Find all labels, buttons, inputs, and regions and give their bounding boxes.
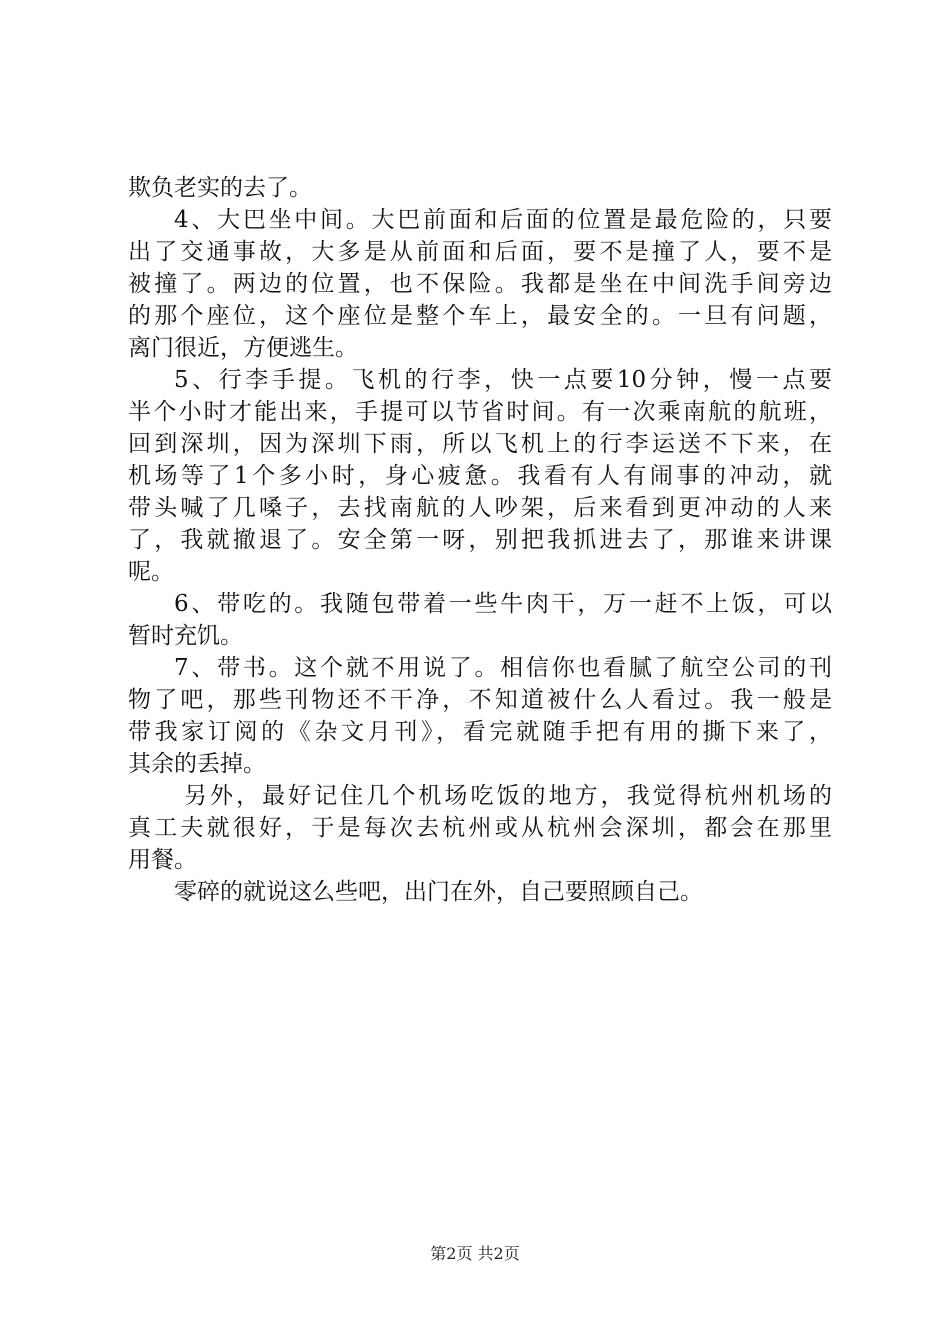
- text-line: 用餐。: [128, 847, 197, 873]
- text-line: 零碎的就说这么些吧，出门在外，自己要照顾自己。: [174, 879, 703, 905]
- text-line: 6、带吃的。我随包带着一些牛肉干，万一赶不上饭，可以: [174, 591, 832, 617]
- text-line: 带头喊了几嗓子，去找南航的人吵架，后来看到更冲动的人来: [128, 495, 832, 521]
- text-line: 暂时充饥。: [128, 623, 243, 649]
- text-line: 真工夫就很好，于是每次去杭州或从杭州会深圳，都会在那里: [128, 815, 832, 841]
- text-line: 呢。: [128, 559, 174, 585]
- text-line: 被撞了。两边的位置，也不保险。我都是坐在中间洗手间旁边: [128, 271, 832, 297]
- text-line: 4、大巴坐中间。大巴前面和后面的位置是最危险的，只要: [174, 207, 832, 233]
- text-line: 半个小时才能出来，手提可以节省时间。有一次乘南航的航班，: [128, 399, 832, 425]
- text-line: 另外，最好记住几个机场吃饭的地方，我觉得杭州机场的: [184, 783, 832, 809]
- text-line: 带我家订阅的《杂文月刊》，看完就随手把有用的撕下来了，: [128, 719, 832, 745]
- text-line: 欺负老实的去了。: [128, 175, 312, 201]
- text-line: 了，我就撤退了。安全第一呀，别把我抓进去了，那谁来讲课: [128, 527, 832, 553]
- text-line: 机场等了1个多小时，身心疲惫。我看有人有闹事的冲动，就: [128, 463, 832, 489]
- text-line: 出了交通事故，大多是从前面和后面，要不是撞了人，要不是: [128, 239, 832, 265]
- text-line: 7、带书。这个就不用说了。相信你也看腻了航空公司的刊: [174, 655, 832, 681]
- text-line: 回到深圳，因为深圳下雨，所以飞机上的行李运送不下来，在: [128, 431, 832, 457]
- page-footer: [0, 1244, 950, 1264]
- text-line: 物了吧，那些刊物还不干净，不知道被什么人看过。我一般是: [128, 687, 832, 713]
- text-line: 离门很近，方便逃生。: [128, 335, 358, 361]
- page-number-label: 第2页 共2页: [430, 1244, 520, 1263]
- text-line: 的那个座位，这个座位是整个车上，最安全的。一旦有问题，: [128, 303, 832, 329]
- text-line: 其余的丢掉。: [128, 751, 266, 777]
- document-body: [128, 172, 832, 908]
- text-line: 5、行李手提。飞机的行李，快一点要10分钟，慢一点要: [174, 367, 832, 393]
